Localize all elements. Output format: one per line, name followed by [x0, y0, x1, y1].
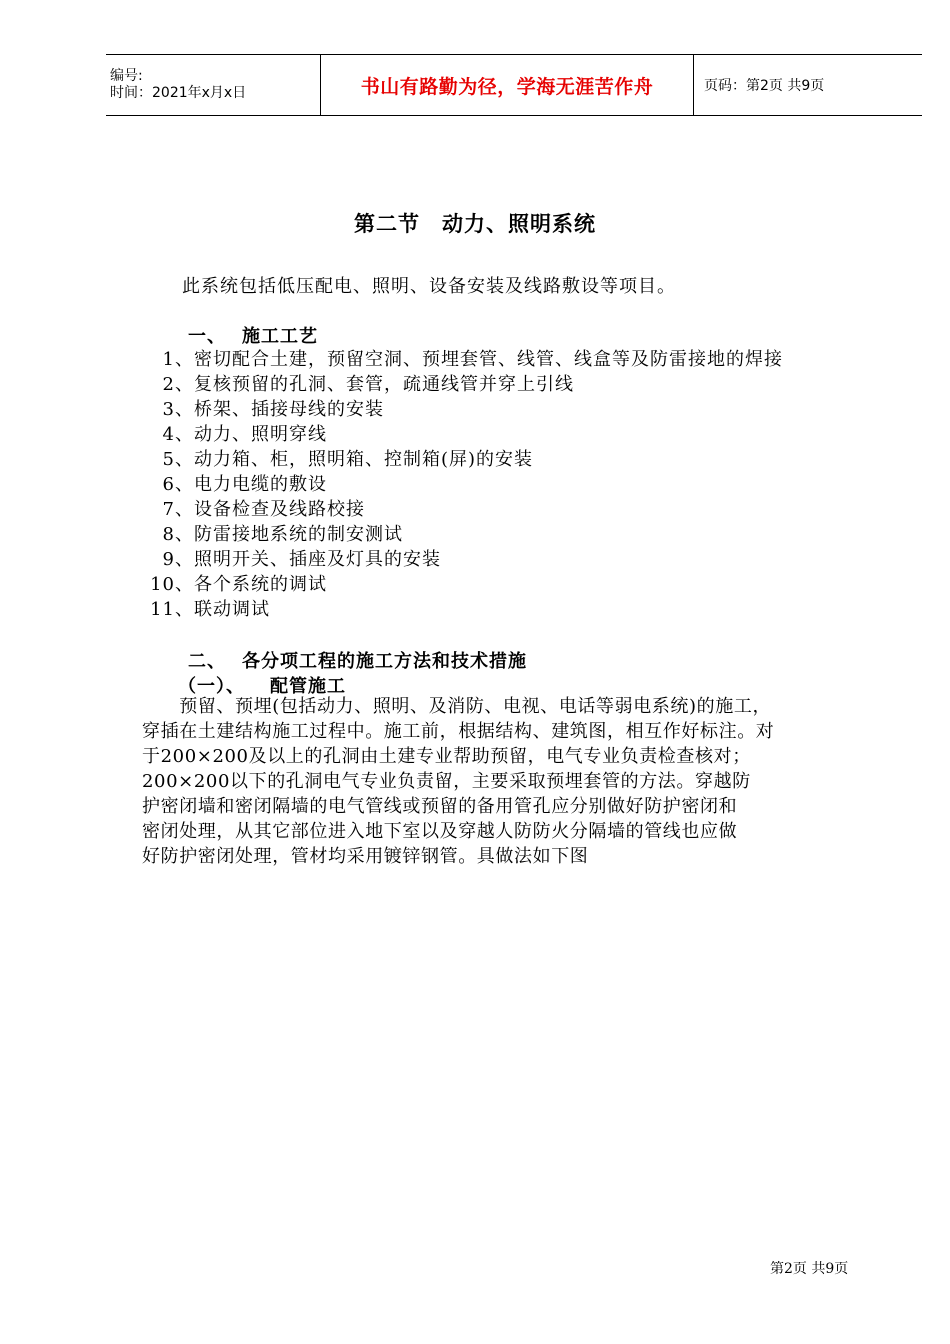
- heading-methods: [188, 647, 527, 673]
- list-item: 5、动力箱、柜，照明箱、控制箱(屏)的安装: [162, 449, 534, 470]
- list-item: 11、联动调试: [150, 599, 270, 620]
- header-meta: [106, 55, 321, 116]
- process-steps-list: [140, 347, 783, 622]
- paragraph-line: 护密闭墙和密闭隔墙的电气管线或预留的备用管孔应分别做好防护密闭和: [142, 796, 738, 817]
- time-label: 时间：2021年x月x日: [110, 85, 247, 101]
- heading-construction-process: [188, 322, 318, 348]
- section-title: 第二节 动力、照明系统: [354, 211, 596, 236]
- heading-number: 一、: [188, 326, 226, 347]
- number-label: 编号:: [110, 68, 143, 84]
- heading-text: 各分项工程的施工方法和技术措施: [242, 651, 527, 672]
- paragraph-line: 好防护密闭处理，管材均采用镀锌钢管。具做法如下图: [142, 846, 589, 867]
- list-item: 2、复核预留的孔洞、套管，疏通线管并穿上引线: [162, 374, 574, 395]
- paragraph-line: 预留、预埋(包括动力、照明、及消防、电视、电话等弱电系统)的施工，: [142, 696, 772, 717]
- list-item: 7、设备检查及线路校接: [162, 499, 365, 520]
- heading-number: 二、: [188, 651, 226, 672]
- list-item: 4、动力、照明穿线: [162, 424, 327, 445]
- paragraph-line: 密闭处理，从其它部位进入地下室以及穿越人防防火分隔墙的管线也应做: [142, 821, 738, 842]
- paragraph-line: 穿插在土建结构施工过程中。施工前，根据结构、建筑图，相互作好标注。对: [142, 721, 775, 742]
- list-item: 8、防雷接地系统的制安测试: [162, 524, 403, 545]
- page-header: [106, 54, 922, 116]
- subheading-text: 配管施工: [270, 676, 346, 697]
- list-item: 3、桥架、插接母线的安装: [162, 399, 384, 420]
- paragraph-line: 200×200以下的孔洞电气专业负责留，主要采取预埋套管的方法。穿越防: [142, 771, 751, 792]
- list-item: 10、各个系统的调试: [150, 574, 327, 595]
- subheading-number: （一）、: [178, 676, 245, 697]
- list-item: 6、电力电缆的敷设: [162, 474, 327, 495]
- heading-text: 施工工艺: [242, 326, 318, 347]
- page-footer: 第2页 共9页: [770, 1261, 849, 1277]
- intro-paragraph: 此系统包括低压配电、照明、设备安装及线路敷设等项目。: [182, 276, 676, 297]
- list-item: 9、照明开关、插座及灯具的安装: [162, 549, 441, 570]
- header-page-info: 页码：第2页 共9页: [694, 55, 923, 116]
- paragraph-line: 于200×200及以上的孔洞由土建专业帮助预留，电气专业负责检查核对；: [142, 746, 751, 767]
- list-item: 1、密切配合土建，预留空洞、预埋套管、线管、线盒等及防雷接地的焊接: [162, 349, 783, 370]
- header-motto: 书山有路勤为径，学海无涯苦作舟: [321, 55, 694, 116]
- piping-paragraph: [142, 694, 862, 869]
